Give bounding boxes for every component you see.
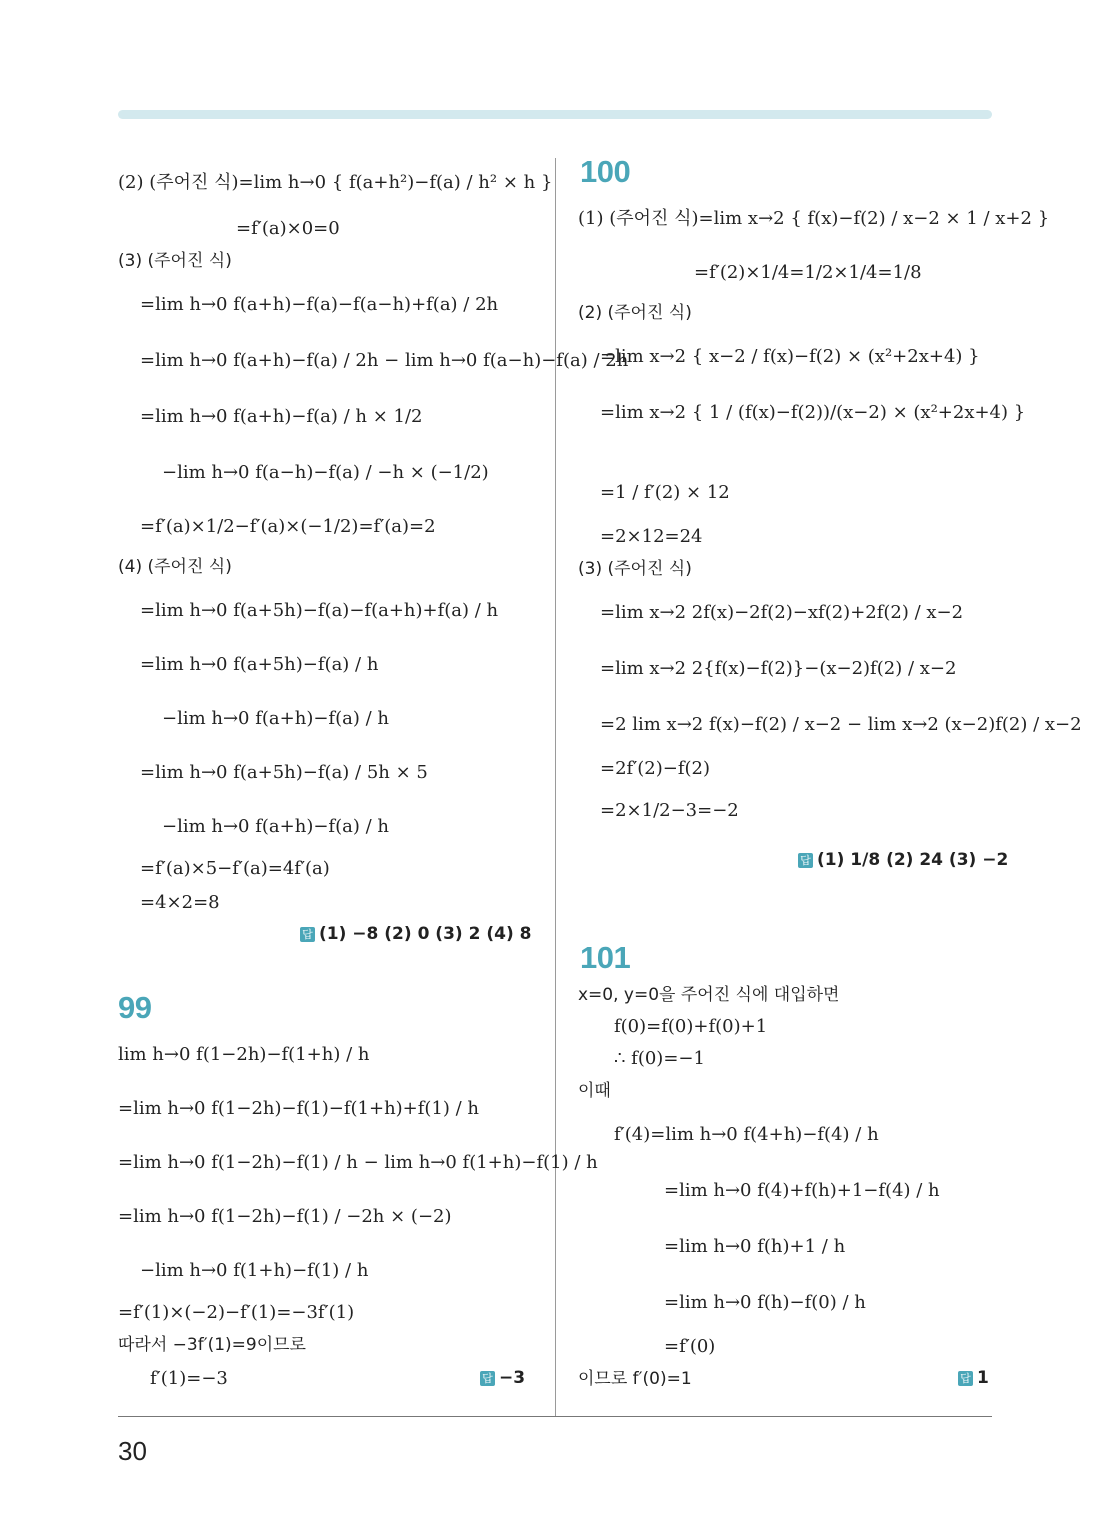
- p100-line-11: =2 lim x→2 f(x)−f(2) / x−2 − lim x→2 (x−2)f(2) / x−2: [600, 714, 1082, 735]
- p100-line-10: =lim x→2 2{f(x)−f(2)}−(x−2)f(2) / x−2: [600, 658, 957, 679]
- p101-line-10: 이므로 f′(0)=1: [578, 1369, 692, 1389]
- p101-line-4: 이때: [578, 1081, 611, 1101]
- left-line-6: =lim h→0 f(a+h)−f(a) / h × 1/2: [140, 406, 423, 427]
- p99-line-2: =lim h→0 f(1−2h)−f(1)−f(1+h)+f(1) / h: [118, 1098, 480, 1119]
- answer-99-text: −3: [499, 1368, 526, 1388]
- answer-icon: 답: [300, 927, 315, 942]
- p101-line-9: =f′(0): [664, 1336, 716, 1357]
- left-line-16: =4×2=8: [140, 892, 220, 913]
- answer-100: [798, 850, 1008, 870]
- footer-rule: [118, 1416, 992, 1417]
- left-line-8: =f′(a)×1/2−f′(a)×(−1/2)=f′(a)=2: [140, 516, 436, 537]
- p101-line-7: =lim h→0 f(h)+1 / h: [664, 1236, 846, 1257]
- p100-line-13: =2×1/2−3=−2: [600, 800, 739, 821]
- left-line-10: =lim h→0 f(a+5h)−f(a)−f(a+h)+f(a) / h: [140, 600, 499, 621]
- p99-line-5: −lim h→0 f(1+h)−f(1) / h: [140, 1260, 369, 1281]
- p100-line-3: (2) (주어진 식): [578, 303, 692, 323]
- page-number: 30: [118, 1436, 147, 1466]
- p101-line-3: ∴ f(0)=−1: [614, 1048, 705, 1069]
- answer-98: [300, 924, 531, 944]
- p99-line-8: f′(1)=−3: [150, 1368, 228, 1389]
- p100-line-8: (3) (주어진 식): [578, 559, 692, 579]
- answer-icon: 답: [798, 853, 813, 868]
- column-divider: [555, 158, 556, 1416]
- answer-100-text: (1) 1/8 (2) 24 (3) −2: [817, 850, 1009, 870]
- left-line-12: −lim h→0 f(a+h)−f(a) / h: [162, 708, 389, 729]
- p100-line-5: =lim x→2 { 1 / (f(x)−f(2))/(x−2) × (x²+2x+4) }: [600, 402, 1026, 423]
- problem-100-number: 100: [580, 154, 631, 189]
- top-decorative-bar: [118, 110, 992, 119]
- answer-99: [480, 1368, 525, 1388]
- p101-line-2: f(0)=f(0)+f(0)+1: [614, 1016, 768, 1037]
- p100-line-9: =lim x→2 2f(x)−2f(2)−xf(2)+2f(2) / x−2: [600, 602, 964, 623]
- p99-line-6: =f′(1)×(−2)−f′(1)=−3f′(1): [118, 1302, 355, 1323]
- answer-98-text: (1) −8 (2) 0 (3) 2 (4) 8: [319, 924, 532, 944]
- p101-line-5: f′(4)=lim h→0 f(4+h)−f(4) / h: [614, 1124, 879, 1145]
- left-line-13: =lim h→0 f(a+5h)−f(a) / 5h × 5: [140, 762, 428, 783]
- left-line-2: =f′(a)×0=0: [236, 218, 340, 239]
- p99-line-4: =lim h→0 f(1−2h)−f(1) / −2h × (−2): [118, 1206, 452, 1227]
- answer-icon: 답: [958, 1371, 973, 1386]
- left-line-3: (3) (주어진 식): [118, 251, 232, 271]
- problem-99-number: 99: [118, 990, 152, 1025]
- left-line-7: −lim h→0 f(a−h)−f(a) / −h × (−1/2): [162, 462, 489, 483]
- answer-icon: 답: [480, 1371, 495, 1386]
- p101-line-6: =lim h→0 f(4)+f(h)+1−f(4) / h: [664, 1180, 940, 1201]
- p99-line-7: 따라서 −3f′(1)=9이므로: [118, 1335, 306, 1355]
- p100-line-7: =2×12=24: [600, 526, 703, 547]
- p100-line-12: =2f′(2)−f(2): [600, 758, 711, 779]
- p100-line-2: =f′(2)×1/4=1/2×1/4=1/8: [694, 262, 922, 283]
- left-line-11: =lim h→0 f(a+5h)−f(a) / h: [140, 654, 379, 675]
- problem-101-number: 101: [580, 940, 631, 975]
- left-line-9: (4) (주어진 식): [118, 557, 232, 577]
- p100-line-6: =1 / f′(2) × 12: [600, 482, 730, 503]
- p99-line-3: =lim h→0 f(1−2h)−f(1) / h − lim h→0 f(1+h)−f(1) / h: [118, 1152, 598, 1173]
- answer-101: [958, 1368, 989, 1388]
- answer-101-text: 1: [977, 1368, 989, 1388]
- left-line-1: (2) (주어진 식)=lim h→0 { f(a+h²)−f(a) / h² × h }: [118, 172, 553, 193]
- left-line-4: =lim h→0 f(a+h)−f(a)−f(a−h)+f(a) / 2h: [140, 294, 499, 315]
- p101-line-1: x=0, y=0을 주어진 식에 대입하면: [578, 985, 840, 1005]
- left-line-5: =lim h→0 f(a+h)−f(a) / 2h − lim h→0 f(a−h)−f(a) / 2h: [140, 350, 629, 371]
- left-line-14: −lim h→0 f(a+h)−f(a) / h: [162, 816, 389, 837]
- p99-line-1: lim h→0 f(1−2h)−f(1+h) / h: [118, 1044, 370, 1065]
- p101-line-8: =lim h→0 f(h)−f(0) / h: [664, 1292, 866, 1313]
- left-line-15: =f′(a)×5−f′(a)=4f′(a): [140, 858, 330, 879]
- p100-line-4: =lim x→2 { x−2 / f(x)−f(2) × (x²+2x+4) }: [600, 346, 980, 367]
- p100-line-1: (1) (주어진 식)=lim x→2 { f(x)−f(2) / x−2 × 1 / x+2 }: [578, 208, 1050, 229]
